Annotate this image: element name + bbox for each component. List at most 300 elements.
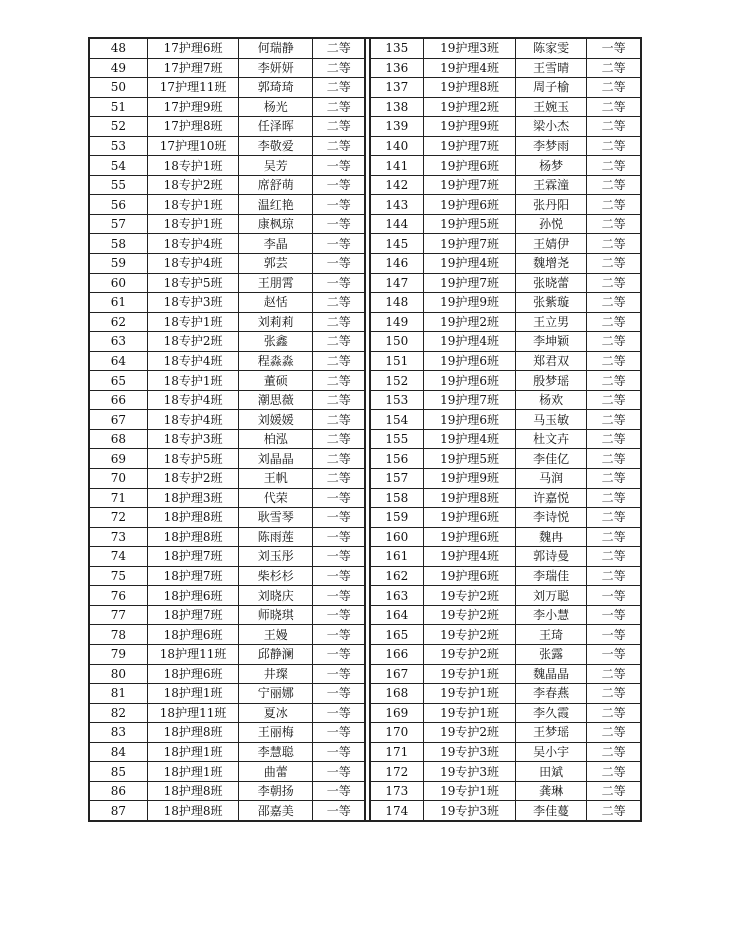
table-row bbox=[89, 527, 641, 547]
student-name: 王霖潼 bbox=[515, 175, 586, 195]
student-name: 温红艳 bbox=[239, 195, 312, 215]
award-grade: 二等 bbox=[587, 527, 641, 547]
row-number: 53 bbox=[89, 136, 147, 156]
row-number: 68 bbox=[89, 429, 147, 449]
row-number: 63 bbox=[89, 332, 147, 352]
row-number: 70 bbox=[89, 469, 147, 489]
award-grade: 二等 bbox=[312, 312, 365, 332]
class-name: 18护理7班 bbox=[147, 605, 239, 625]
class-name: 19护理6班 bbox=[424, 566, 516, 586]
award-grade: 二等 bbox=[587, 390, 641, 410]
award-grade: 一等 bbox=[312, 801, 365, 821]
class-name: 19专护3班 bbox=[424, 801, 516, 821]
student-name: 李瑞佳 bbox=[515, 566, 586, 586]
student-name: 张紫璇 bbox=[515, 293, 586, 313]
award-grade: 一等 bbox=[312, 527, 365, 547]
award-grade: 二等 bbox=[312, 371, 365, 391]
class-name: 19护理7班 bbox=[424, 234, 516, 254]
class-name: 17护理7班 bbox=[147, 58, 239, 78]
row-number: 62 bbox=[89, 312, 147, 332]
award-grade: 二等 bbox=[587, 293, 641, 313]
award-grade: 一等 bbox=[312, 273, 365, 293]
student-name: 代荣 bbox=[239, 488, 312, 508]
row-number: 158 bbox=[370, 488, 424, 508]
award-grade: 二等 bbox=[587, 332, 641, 352]
award-grade: 二等 bbox=[587, 781, 641, 801]
student-name: 周子榆 bbox=[515, 78, 586, 98]
class-name: 18护理8班 bbox=[147, 781, 239, 801]
row-number: 82 bbox=[89, 703, 147, 723]
row-number: 73 bbox=[89, 527, 147, 547]
class-name: 18专护2班 bbox=[147, 469, 239, 489]
row-number: 87 bbox=[89, 801, 147, 821]
award-grade: 一等 bbox=[312, 781, 365, 801]
table-row bbox=[89, 390, 641, 410]
table-row bbox=[89, 742, 641, 762]
award-grade: 一等 bbox=[312, 664, 365, 684]
table-row bbox=[89, 429, 641, 449]
student-name: 杨光 bbox=[239, 97, 312, 117]
student-name: 孙悦 bbox=[515, 214, 586, 234]
row-number: 56 bbox=[89, 195, 147, 215]
row-number: 168 bbox=[370, 684, 424, 704]
class-name: 19专护3班 bbox=[424, 762, 516, 782]
award-grade: 二等 bbox=[587, 195, 641, 215]
award-grade: 一等 bbox=[312, 762, 365, 782]
table-row bbox=[89, 469, 641, 489]
class-name: 19护理4班 bbox=[424, 547, 516, 567]
table-row bbox=[89, 644, 641, 664]
class-name: 18护理7班 bbox=[147, 566, 239, 586]
class-name: 19专护2班 bbox=[424, 586, 516, 606]
row-number: 80 bbox=[89, 664, 147, 684]
student-name: 耿雪琴 bbox=[239, 508, 312, 528]
student-name: 王嫚 bbox=[239, 625, 312, 645]
class-name: 19护理3班 bbox=[424, 38, 516, 58]
student-name: 师晓琪 bbox=[239, 605, 312, 625]
student-name: 李妍妍 bbox=[239, 58, 312, 78]
row-number: 169 bbox=[370, 703, 424, 723]
award-grade: 一等 bbox=[312, 625, 365, 645]
award-grade: 二等 bbox=[587, 351, 641, 371]
class-name: 19护理4班 bbox=[424, 429, 516, 449]
class-name: 18专护3班 bbox=[147, 293, 239, 313]
table-row bbox=[89, 58, 641, 78]
class-name: 19护理6班 bbox=[424, 410, 516, 430]
award-grade: 二等 bbox=[587, 175, 641, 195]
class-name: 19专护2班 bbox=[424, 605, 516, 625]
class-name: 18专护5班 bbox=[147, 273, 239, 293]
table-row bbox=[89, 351, 641, 371]
award-grade: 二等 bbox=[587, 136, 641, 156]
award-grade: 二等 bbox=[587, 58, 641, 78]
student-name: 郭诗曼 bbox=[515, 547, 586, 567]
row-number: 59 bbox=[89, 254, 147, 274]
student-name: 李诗悦 bbox=[515, 508, 586, 528]
table-row bbox=[89, 762, 641, 782]
student-name: 任泽晖 bbox=[239, 117, 312, 137]
award-grade: 一等 bbox=[587, 586, 641, 606]
table-row bbox=[89, 195, 641, 215]
table-row bbox=[89, 273, 641, 293]
table-row bbox=[89, 781, 641, 801]
table-row bbox=[89, 254, 641, 274]
award-grade: 二等 bbox=[312, 469, 365, 489]
row-number: 66 bbox=[89, 390, 147, 410]
table-row bbox=[89, 97, 641, 117]
class-name: 18护理11班 bbox=[147, 644, 239, 664]
student-name: 刘莉莉 bbox=[239, 312, 312, 332]
award-grade: 一等 bbox=[312, 175, 365, 195]
row-number: 143 bbox=[370, 195, 424, 215]
award-grade: 一等 bbox=[312, 566, 365, 586]
award-grade: 一等 bbox=[312, 703, 365, 723]
award-list-table bbox=[88, 37, 642, 822]
award-grade: 一等 bbox=[312, 586, 365, 606]
table-row bbox=[89, 214, 641, 234]
student-name: 杨欢 bbox=[515, 390, 586, 410]
student-name: 何瑞静 bbox=[239, 38, 312, 58]
class-name: 19护理6班 bbox=[424, 371, 516, 391]
award-grade: 一等 bbox=[312, 742, 365, 762]
class-name: 18护理6班 bbox=[147, 664, 239, 684]
table-row bbox=[89, 332, 641, 352]
table-row bbox=[89, 703, 641, 723]
class-name: 19护理6班 bbox=[424, 351, 516, 371]
row-number: 167 bbox=[370, 664, 424, 684]
award-grade: 二等 bbox=[587, 547, 641, 567]
class-name: 18专护1班 bbox=[147, 214, 239, 234]
class-name: 19护理7班 bbox=[424, 390, 516, 410]
student-name: 李慧聪 bbox=[239, 742, 312, 762]
award-grade: 一等 bbox=[312, 644, 365, 664]
class-name: 18护理1班 bbox=[147, 762, 239, 782]
student-name: 吴芳 bbox=[239, 156, 312, 176]
table-row bbox=[89, 136, 641, 156]
class-name: 19护理5班 bbox=[424, 214, 516, 234]
student-name: 魏冉 bbox=[515, 527, 586, 547]
row-number: 75 bbox=[89, 566, 147, 586]
student-name: 马玉敏 bbox=[515, 410, 586, 430]
student-name: 张丹阳 bbox=[515, 195, 586, 215]
row-number: 74 bbox=[89, 547, 147, 567]
class-name: 18专护2班 bbox=[147, 175, 239, 195]
row-number: 165 bbox=[370, 625, 424, 645]
student-name: 张露 bbox=[515, 644, 586, 664]
class-name: 18专护2班 bbox=[147, 332, 239, 352]
student-name: 李佳蔓 bbox=[515, 801, 586, 821]
class-name: 19护理2班 bbox=[424, 97, 516, 117]
student-name: 刘玉彤 bbox=[239, 547, 312, 567]
row-number: 136 bbox=[370, 58, 424, 78]
class-name: 18护理1班 bbox=[147, 684, 239, 704]
class-name: 19护理7班 bbox=[424, 175, 516, 195]
row-number: 171 bbox=[370, 742, 424, 762]
class-name: 18护理6班 bbox=[147, 625, 239, 645]
class-name: 18护理11班 bbox=[147, 703, 239, 723]
student-name: 郭芸 bbox=[239, 254, 312, 274]
student-name: 王梦瑶 bbox=[515, 723, 586, 743]
student-name: 王朋霄 bbox=[239, 273, 312, 293]
table-row bbox=[89, 449, 641, 469]
student-name: 王帆 bbox=[239, 469, 312, 489]
award-grade: 二等 bbox=[312, 332, 365, 352]
student-name: 殷梦瑶 bbox=[515, 371, 586, 391]
row-number: 147 bbox=[370, 273, 424, 293]
class-name: 17护理9班 bbox=[147, 97, 239, 117]
award-grade: 二等 bbox=[587, 488, 641, 508]
class-name: 17护理8班 bbox=[147, 117, 239, 137]
table-row bbox=[89, 508, 641, 528]
class-name: 19护理7班 bbox=[424, 136, 516, 156]
student-name: 陈雨莲 bbox=[239, 527, 312, 547]
class-name: 17护理6班 bbox=[147, 38, 239, 58]
row-number: 155 bbox=[370, 429, 424, 449]
row-number: 163 bbox=[370, 586, 424, 606]
student-name: 王婧伊 bbox=[515, 234, 586, 254]
class-name: 19护理8班 bbox=[424, 78, 516, 98]
class-name: 18专护4班 bbox=[147, 351, 239, 371]
class-name: 18护理8班 bbox=[147, 508, 239, 528]
class-name: 18护理1班 bbox=[147, 742, 239, 762]
student-name: 陈家雯 bbox=[515, 38, 586, 58]
class-name: 18护理8班 bbox=[147, 801, 239, 821]
student-name: 马润 bbox=[515, 469, 586, 489]
table-row bbox=[89, 234, 641, 254]
row-number: 142 bbox=[370, 175, 424, 195]
student-name: 杨梦 bbox=[515, 156, 586, 176]
student-name: 李佳亿 bbox=[515, 449, 586, 469]
student-name: 潮思薇 bbox=[239, 390, 312, 410]
row-number: 61 bbox=[89, 293, 147, 313]
row-number: 57 bbox=[89, 214, 147, 234]
row-number: 170 bbox=[370, 723, 424, 743]
row-number: 154 bbox=[370, 410, 424, 430]
row-number: 141 bbox=[370, 156, 424, 176]
row-number: 139 bbox=[370, 117, 424, 137]
row-number: 173 bbox=[370, 781, 424, 801]
award-grade: 二等 bbox=[312, 78, 365, 98]
award-grade: 二等 bbox=[587, 703, 641, 723]
row-number: 164 bbox=[370, 605, 424, 625]
table-row bbox=[89, 723, 641, 743]
student-name: 王雪晴 bbox=[515, 58, 586, 78]
row-number: 138 bbox=[370, 97, 424, 117]
award-grade: 二等 bbox=[312, 410, 365, 430]
row-number: 172 bbox=[370, 762, 424, 782]
award-grade: 二等 bbox=[587, 762, 641, 782]
student-name: 郭琦琦 bbox=[239, 78, 312, 98]
student-name: 郑君双 bbox=[515, 351, 586, 371]
table-row bbox=[89, 410, 641, 430]
row-number: 135 bbox=[370, 38, 424, 58]
row-number: 55 bbox=[89, 175, 147, 195]
row-number: 174 bbox=[370, 801, 424, 821]
award-grade: 二等 bbox=[312, 136, 365, 156]
row-number: 81 bbox=[89, 684, 147, 704]
row-number: 156 bbox=[370, 449, 424, 469]
award-grade: 二等 bbox=[587, 117, 641, 137]
student-name: 康枫琼 bbox=[239, 214, 312, 234]
student-name: 邱静澜 bbox=[239, 644, 312, 664]
class-name: 17护理11班 bbox=[147, 78, 239, 98]
award-grade: 一等 bbox=[312, 234, 365, 254]
row-number: 149 bbox=[370, 312, 424, 332]
award-grade: 二等 bbox=[312, 390, 365, 410]
row-number: 78 bbox=[89, 625, 147, 645]
class-name: 18专护1班 bbox=[147, 195, 239, 215]
class-name: 19护理2班 bbox=[424, 312, 516, 332]
table-row bbox=[89, 566, 641, 586]
student-name: 李晶 bbox=[239, 234, 312, 254]
award-grade: 一等 bbox=[312, 684, 365, 704]
class-name: 19护理4班 bbox=[424, 254, 516, 274]
class-name: 18护理6班 bbox=[147, 586, 239, 606]
class-name: 19专护2班 bbox=[424, 723, 516, 743]
award-grade: 二等 bbox=[312, 293, 365, 313]
award-grade: 二等 bbox=[587, 234, 641, 254]
row-number: 140 bbox=[370, 136, 424, 156]
row-number: 85 bbox=[89, 762, 147, 782]
award-grade: 一等 bbox=[587, 644, 641, 664]
row-number: 76 bbox=[89, 586, 147, 606]
student-name: 魏增尧 bbox=[515, 254, 586, 274]
row-number: 60 bbox=[89, 273, 147, 293]
award-grade: 二等 bbox=[312, 38, 365, 58]
row-number: 69 bbox=[89, 449, 147, 469]
award-grade: 二等 bbox=[587, 664, 641, 684]
award-grade: 二等 bbox=[587, 801, 641, 821]
student-name: 董硕 bbox=[239, 371, 312, 391]
award-grade: 二等 bbox=[312, 97, 365, 117]
student-name: 张鑫 bbox=[239, 332, 312, 352]
row-number: 67 bbox=[89, 410, 147, 430]
award-grade: 一等 bbox=[312, 547, 365, 567]
class-name: 18专护1班 bbox=[147, 156, 239, 176]
table-row bbox=[89, 38, 641, 58]
award-grade: 二等 bbox=[587, 214, 641, 234]
class-name: 18护理3班 bbox=[147, 488, 239, 508]
row-number: 166 bbox=[370, 644, 424, 664]
award-grade: 二等 bbox=[587, 508, 641, 528]
award-grade: 一等 bbox=[312, 508, 365, 528]
row-number: 144 bbox=[370, 214, 424, 234]
class-name: 19护理4班 bbox=[424, 332, 516, 352]
class-name: 19护理6班 bbox=[424, 156, 516, 176]
row-number: 159 bbox=[370, 508, 424, 528]
table-row bbox=[89, 488, 641, 508]
class-name: 19专护1班 bbox=[424, 664, 516, 684]
award-grade: 二等 bbox=[312, 351, 365, 371]
student-name: 井璨 bbox=[239, 664, 312, 684]
class-name: 17护理10班 bbox=[147, 136, 239, 156]
student-name: 王琦 bbox=[515, 625, 586, 645]
award-grade: 二等 bbox=[312, 449, 365, 469]
class-name: 19护理9班 bbox=[424, 117, 516, 137]
class-name: 18专护1班 bbox=[147, 312, 239, 332]
class-name: 19专护2班 bbox=[424, 625, 516, 645]
student-name: 王立男 bbox=[515, 312, 586, 332]
row-number: 153 bbox=[370, 390, 424, 410]
student-name: 王婉玉 bbox=[515, 97, 586, 117]
row-number: 148 bbox=[370, 293, 424, 313]
award-grade: 一等 bbox=[312, 605, 365, 625]
award-grade: 二等 bbox=[587, 312, 641, 332]
row-number: 84 bbox=[89, 742, 147, 762]
student-name: 许嘉悦 bbox=[515, 488, 586, 508]
award-grade: 一等 bbox=[312, 254, 365, 274]
row-number: 58 bbox=[89, 234, 147, 254]
award-grade: 二等 bbox=[587, 78, 641, 98]
award-grade: 二等 bbox=[312, 117, 365, 137]
row-number: 137 bbox=[370, 78, 424, 98]
award-grade: 二等 bbox=[587, 429, 641, 449]
table-row bbox=[89, 78, 641, 98]
student-name: 曲蕾 bbox=[239, 762, 312, 782]
table-row bbox=[89, 312, 641, 332]
row-number: 54 bbox=[89, 156, 147, 176]
award-grade: 二等 bbox=[587, 684, 641, 704]
student-name: 刘晶晶 bbox=[239, 449, 312, 469]
class-name: 18专护4班 bbox=[147, 410, 239, 430]
student-name: 李小慧 bbox=[515, 605, 586, 625]
student-name: 魏晶晶 bbox=[515, 664, 586, 684]
class-name: 18专护4班 bbox=[147, 234, 239, 254]
class-name: 18专护4班 bbox=[147, 254, 239, 274]
class-name: 18护理7班 bbox=[147, 547, 239, 567]
row-number: 86 bbox=[89, 781, 147, 801]
class-name: 19专护2班 bbox=[424, 644, 516, 664]
student-name: 李朝扬 bbox=[239, 781, 312, 801]
student-name: 赵恬 bbox=[239, 293, 312, 313]
class-name: 19护理8班 bbox=[424, 488, 516, 508]
table-row bbox=[89, 625, 641, 645]
award-grade: 二等 bbox=[587, 273, 641, 293]
award-grade: 二等 bbox=[587, 410, 641, 430]
award-grade: 二等 bbox=[587, 97, 641, 117]
student-name: 龚琳 bbox=[515, 781, 586, 801]
row-number: 52 bbox=[89, 117, 147, 137]
award-grade: 二等 bbox=[312, 429, 365, 449]
row-number: 72 bbox=[89, 508, 147, 528]
class-name: 18专护3班 bbox=[147, 429, 239, 449]
table-row bbox=[89, 664, 641, 684]
class-name: 18专护5班 bbox=[147, 449, 239, 469]
award-grade: 二等 bbox=[312, 58, 365, 78]
award-grade: 二等 bbox=[587, 156, 641, 176]
award-grade: 一等 bbox=[587, 625, 641, 645]
row-number: 77 bbox=[89, 605, 147, 625]
award-grade: 二等 bbox=[587, 723, 641, 743]
class-name: 19护理4班 bbox=[424, 58, 516, 78]
row-number: 145 bbox=[370, 234, 424, 254]
award-grade: 一等 bbox=[587, 605, 641, 625]
student-name: 刘晓庆 bbox=[239, 586, 312, 606]
row-number: 150 bbox=[370, 332, 424, 352]
student-name: 张晓蕾 bbox=[515, 273, 586, 293]
class-name: 19专护1班 bbox=[424, 684, 516, 704]
award-grade: 二等 bbox=[587, 254, 641, 274]
class-name: 19护理6班 bbox=[424, 527, 516, 547]
table-row bbox=[89, 117, 641, 137]
row-number: 64 bbox=[89, 351, 147, 371]
student-name: 李敬爱 bbox=[239, 136, 312, 156]
class-name: 18专护4班 bbox=[147, 390, 239, 410]
award-grade: 二等 bbox=[587, 742, 641, 762]
student-name: 柏泓 bbox=[239, 429, 312, 449]
table-row bbox=[89, 547, 641, 567]
row-number: 152 bbox=[370, 371, 424, 391]
